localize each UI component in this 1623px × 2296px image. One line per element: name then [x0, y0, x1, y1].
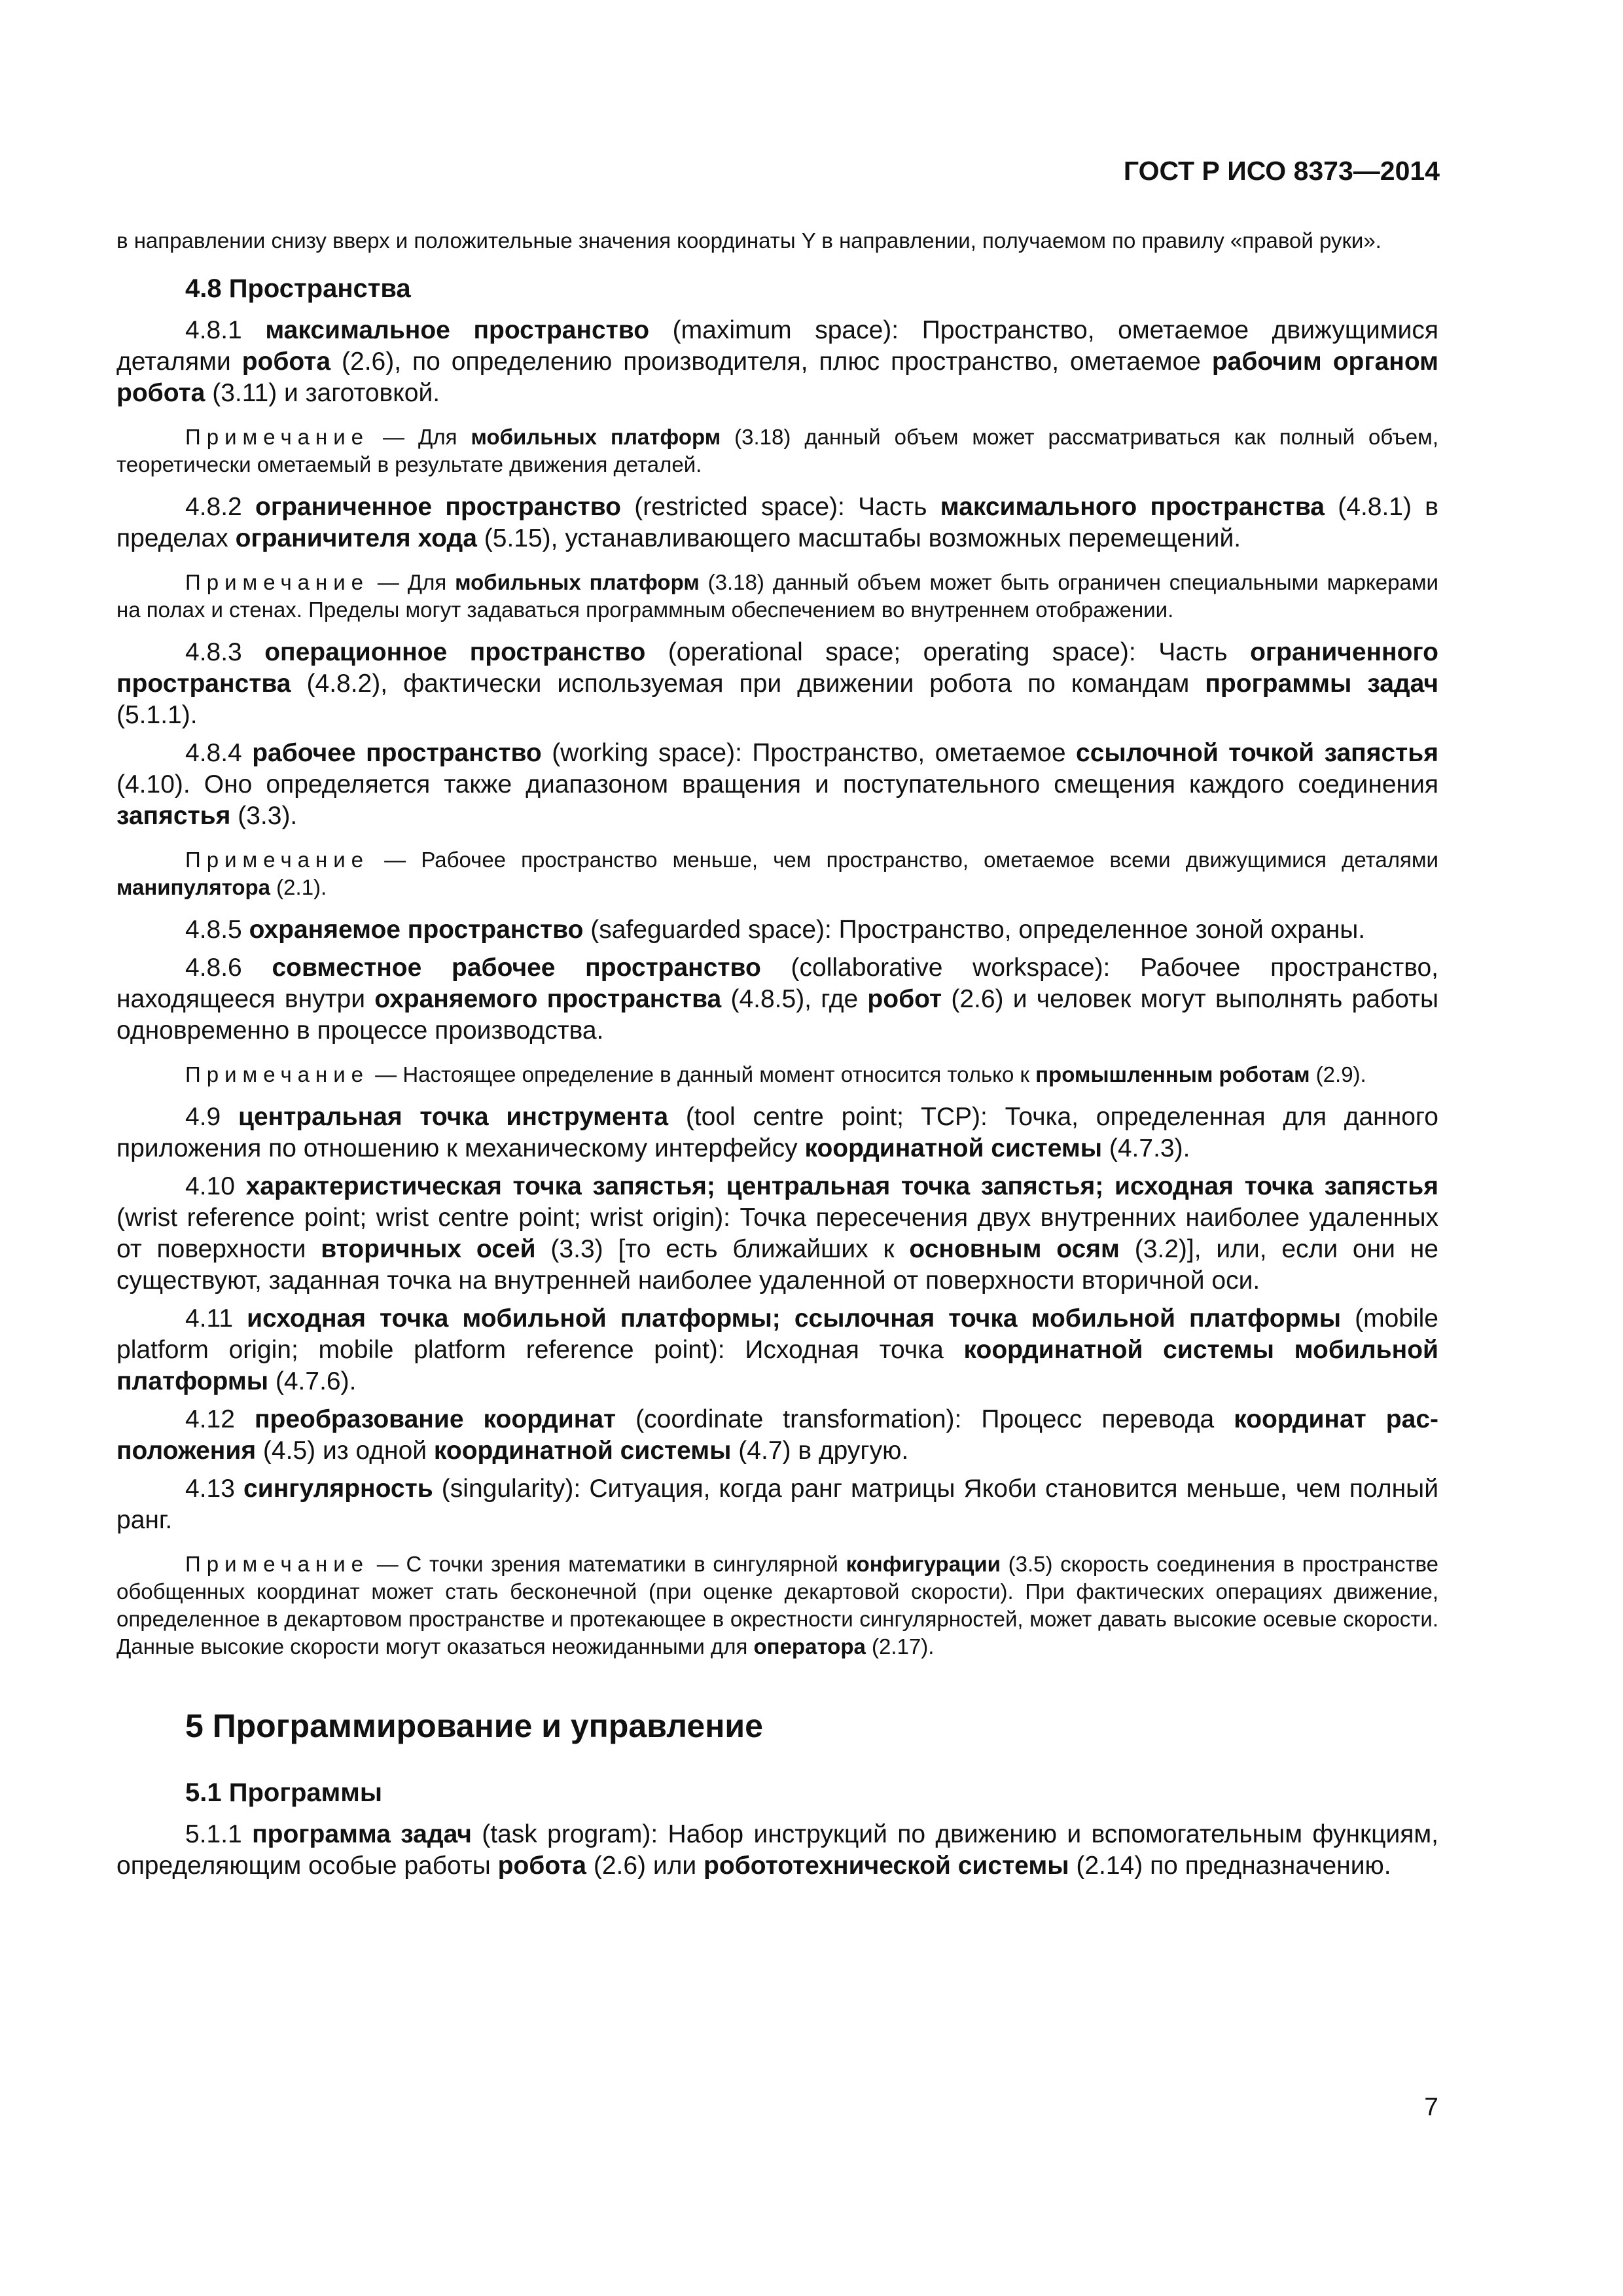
text-run: (task program): Набор инструкций по движению и вспомогательным функциям, определяющим особые работы	[116, 1820, 1438, 1880]
note-paragraph	[116, 569, 1438, 624]
text-run: (4.5) из одной	[256, 1437, 434, 1465]
text-run: — Для	[369, 425, 471, 449]
definition-paragraph	[116, 738, 1438, 832]
document-header: ГОСТ Р ИСО 8373—2014	[1123, 156, 1440, 186]
text-run: (safeguarded space): Пространство, определенное зоной охраны.	[583, 916, 1366, 944]
term-text: координатной системы	[433, 1437, 732, 1465]
document-body	[116, 226, 1438, 1882]
text-run: (2.6) или	[586, 1852, 704, 1880]
text-run: 5 Программирование и управление	[185, 1708, 763, 1744]
term-text: ограничителя хода	[235, 524, 477, 552]
definition-paragraph	[116, 952, 1438, 1047]
definition-paragraph	[116, 914, 1438, 946]
text-run: (2.6) и человек могут выполнять работы одновременно в процессе производства.	[116, 985, 1438, 1045]
text-run: (collaborative workspace): Рабочее пространство, находящееся внутри	[116, 954, 1439, 1013]
definition-paragraph	[116, 1102, 1438, 1164]
text-run: (3.18) данный объем может быть ограничен специальными маркерами на полах и стенах. Пределы могут задаваться программным обеспечением во внутреннем отображении.	[116, 570, 1438, 622]
text-run: (2.17).	[865, 1634, 935, 1659]
term-text: охраняемое пространство	[249, 916, 584, 944]
term-text: максимального пространства	[940, 493, 1325, 521]
term-text: ограниченное пространство	[255, 493, 622, 521]
term-text: ссылочной точкой запястья	[1076, 739, 1439, 767]
text-run: (4.7.6).	[268, 1367, 357, 1395]
term-text: робототехнической системы	[704, 1852, 1069, 1880]
note-paragraph	[116, 423, 1438, 478]
term-text: координатной системы	[804, 1134, 1103, 1162]
text-run: (2.6), по определению производителя, плюс пространство, ометаемое	[330, 348, 1212, 376]
definition-paragraph	[116, 1303, 1438, 1397]
text-run: (3.18) данный объем может рассматриваться как полный объем, теоретически ометаемый в результате движения деталей.	[116, 425, 1438, 476]
note-paragraph	[116, 1061, 1438, 1088]
subsection-heading	[185, 1773, 1438, 1812]
term-text: робота	[497, 1852, 587, 1880]
term-text: программы задач	[1205, 670, 1439, 698]
continued-paragraph	[116, 226, 1438, 256]
term-text: координатной системы мобильной платформы	[116, 1336, 1439, 1395]
text-run: 5.1 Программы	[185, 1778, 383, 1807]
term-text: основным осям	[909, 1235, 1120, 1263]
text-run: — Для	[369, 570, 455, 594]
term-text: мобильных платформ	[471, 425, 721, 449]
text-run: (4.10). Оно определяется также диапазоном вращения и поступательного смещения каждого соединения	[116, 770, 1438, 798]
text-run: (working space): Пространство, ометаемое	[541, 739, 1077, 767]
term-text: оператора	[753, 1634, 866, 1659]
text-run: (restricted space): Часть	[621, 493, 940, 521]
text-run: (5.1.1).	[116, 701, 198, 729]
page-number: 7	[1424, 2093, 1438, 2121]
text-run: (2.9).	[1310, 1062, 1366, 1086]
text-run: (3.11) и заготовкой.	[205, 379, 440, 407]
text-run: в направлении снизу вверх и положительные значения координаты Y в направлении, получаемом по правилу «правой руки».	[116, 228, 1382, 253]
definition-paragraph	[116, 1473, 1438, 1536]
text-run: (mobile platform origin; mobile platform reference point): Исходная точка	[116, 1304, 1438, 1364]
note-paragraph	[116, 846, 1438, 901]
text-run: (coordinate transformation): Процесс перевода	[616, 1405, 1234, 1433]
text-run: (5.15), устанавливающего масштабы возможных перемещений.	[476, 524, 1241, 552]
section-heading	[185, 1701, 1438, 1751]
text-run: 4.8.2	[185, 493, 256, 521]
term-text: программа задач	[252, 1820, 472, 1848]
definition-paragraph	[116, 637, 1438, 731]
term-text: конфигурации	[846, 1552, 1001, 1576]
text-run: 4.10	[185, 1172, 246, 1200]
term-text: операционное пространство	[264, 638, 646, 666]
note-label: Примечание	[185, 1062, 370, 1086]
text-run: (3.5) скорость соединения в пространстве обобщенных координат может стать бесконечной (при оценке декартовой скорости). При фактических операциях движение, определенное в декартовом пространстве и протекающее в окрестности сингулярностей, может давать высокие осевые скорости. Данные высокие скорости могут оказаться неожиданными для	[116, 1552, 1438, 1659]
definition-paragraph	[116, 315, 1438, 409]
text-run: 4.11	[185, 1304, 247, 1333]
text-run: (4.7) в другую.	[731, 1437, 909, 1465]
term-text: охраняемого пространства	[374, 985, 722, 1013]
subsection-heading	[185, 269, 1438, 308]
text-run: — С точки зрения математики в сингулярной	[369, 1552, 846, 1576]
term-text: сингулярность	[243, 1475, 433, 1503]
text-run: 5.1.1	[185, 1820, 253, 1848]
term-text: рабочее пространство	[252, 739, 542, 767]
term-text: мобильных платформ	[455, 570, 700, 594]
term-text: робота	[241, 348, 331, 376]
text-run: (3.3).	[230, 802, 298, 830]
term-text: координат расположения	[116, 1405, 1439, 1465]
term-text: ограниченного пространства	[116, 638, 1438, 698]
term-text: робот	[867, 985, 942, 1013]
note-label: Примечание	[185, 425, 370, 449]
term-text: совместное рабочее пространство	[272, 954, 761, 982]
note-label: Примечание	[185, 1552, 370, 1576]
text-run: 4.8.4	[185, 739, 253, 767]
text-run: — Рабочее пространство меньше, чем пространство, ометаемое всеми движущимися деталями	[369, 848, 1438, 872]
text-run: (4.8.1) в пределах	[116, 493, 1438, 552]
text-run: (maximum space): Пространство, ометаемое движущимися деталями	[116, 316, 1438, 376]
text-run: (2.1).	[270, 875, 327, 899]
text-run: (singularity): Ситуация, когда ранг матрицы Якоби становится меньше, чем полный ранг.	[116, 1475, 1438, 1534]
definition-paragraph	[116, 1171, 1438, 1297]
text-run: (2.14) по предназначению.	[1069, 1852, 1391, 1880]
text-run: 4.8.3	[185, 638, 265, 666]
term-text: запястья	[116, 802, 231, 830]
text-run: (wrist reference point; wrist centre point; wrist origin): Точка пересечения двух внутренних наиболее удаленных от поверхности	[116, 1204, 1438, 1263]
note-label: Примечание	[185, 570, 370, 594]
definition-paragraph	[116, 1404, 1438, 1467]
note-paragraph	[116, 1551, 1438, 1660]
term-text: характеристическая точка запястья; центральная точка запястья; исходная точка запястья	[245, 1172, 1438, 1200]
term-text: центральная точка инструмента	[238, 1103, 669, 1131]
term-text: манипулятора	[116, 875, 271, 899]
text-run: 4.8.5	[185, 916, 249, 944]
term-text: преобразование координат	[254, 1405, 616, 1433]
text-run: 4.8.1	[185, 316, 266, 344]
term-text: промышленным роботам	[1035, 1062, 1310, 1086]
text-run: (4.7.3).	[1102, 1134, 1190, 1162]
text-run: — Настоящее определение в данный момент относится только к	[369, 1062, 1036, 1086]
definition-paragraph	[116, 1819, 1438, 1882]
text-run: 4.8 Пространства	[185, 274, 411, 303]
text-run: (3.2)], или, если они не существуют, заданная точка на внутренней наиболее удаленной от поверхности вторичной оси.	[116, 1235, 1438, 1295]
text-run: 4.8.6	[185, 954, 272, 982]
text-run: 4.12	[185, 1405, 255, 1433]
note-label: Примечание	[185, 848, 370, 872]
text-run: 4.13	[185, 1475, 244, 1503]
term-text: максимальное пространство	[265, 316, 650, 344]
text-run: (operational space; operating space): Часть	[645, 638, 1251, 666]
text-run: (4.8.5), где	[721, 985, 868, 1013]
text-run: (4.8.2), фактически используемая при движении робота по командам	[291, 670, 1205, 698]
text-run: 4.9	[185, 1103, 238, 1131]
text-run: (3.3) [то есть ближайших к	[535, 1235, 910, 1263]
term-text: исходная точка мобильной платформы; ссылочная точка мобильной платформы	[247, 1304, 1342, 1333]
term-text: рабочим органом робота	[116, 348, 1438, 407]
term-text: вторичных осей	[321, 1235, 536, 1263]
text-run: (tool centre point; TCP): Точка, определенная для данного приложения по отношению к механическому интерфейсу	[116, 1103, 1438, 1162]
definition-paragraph	[116, 492, 1438, 554]
